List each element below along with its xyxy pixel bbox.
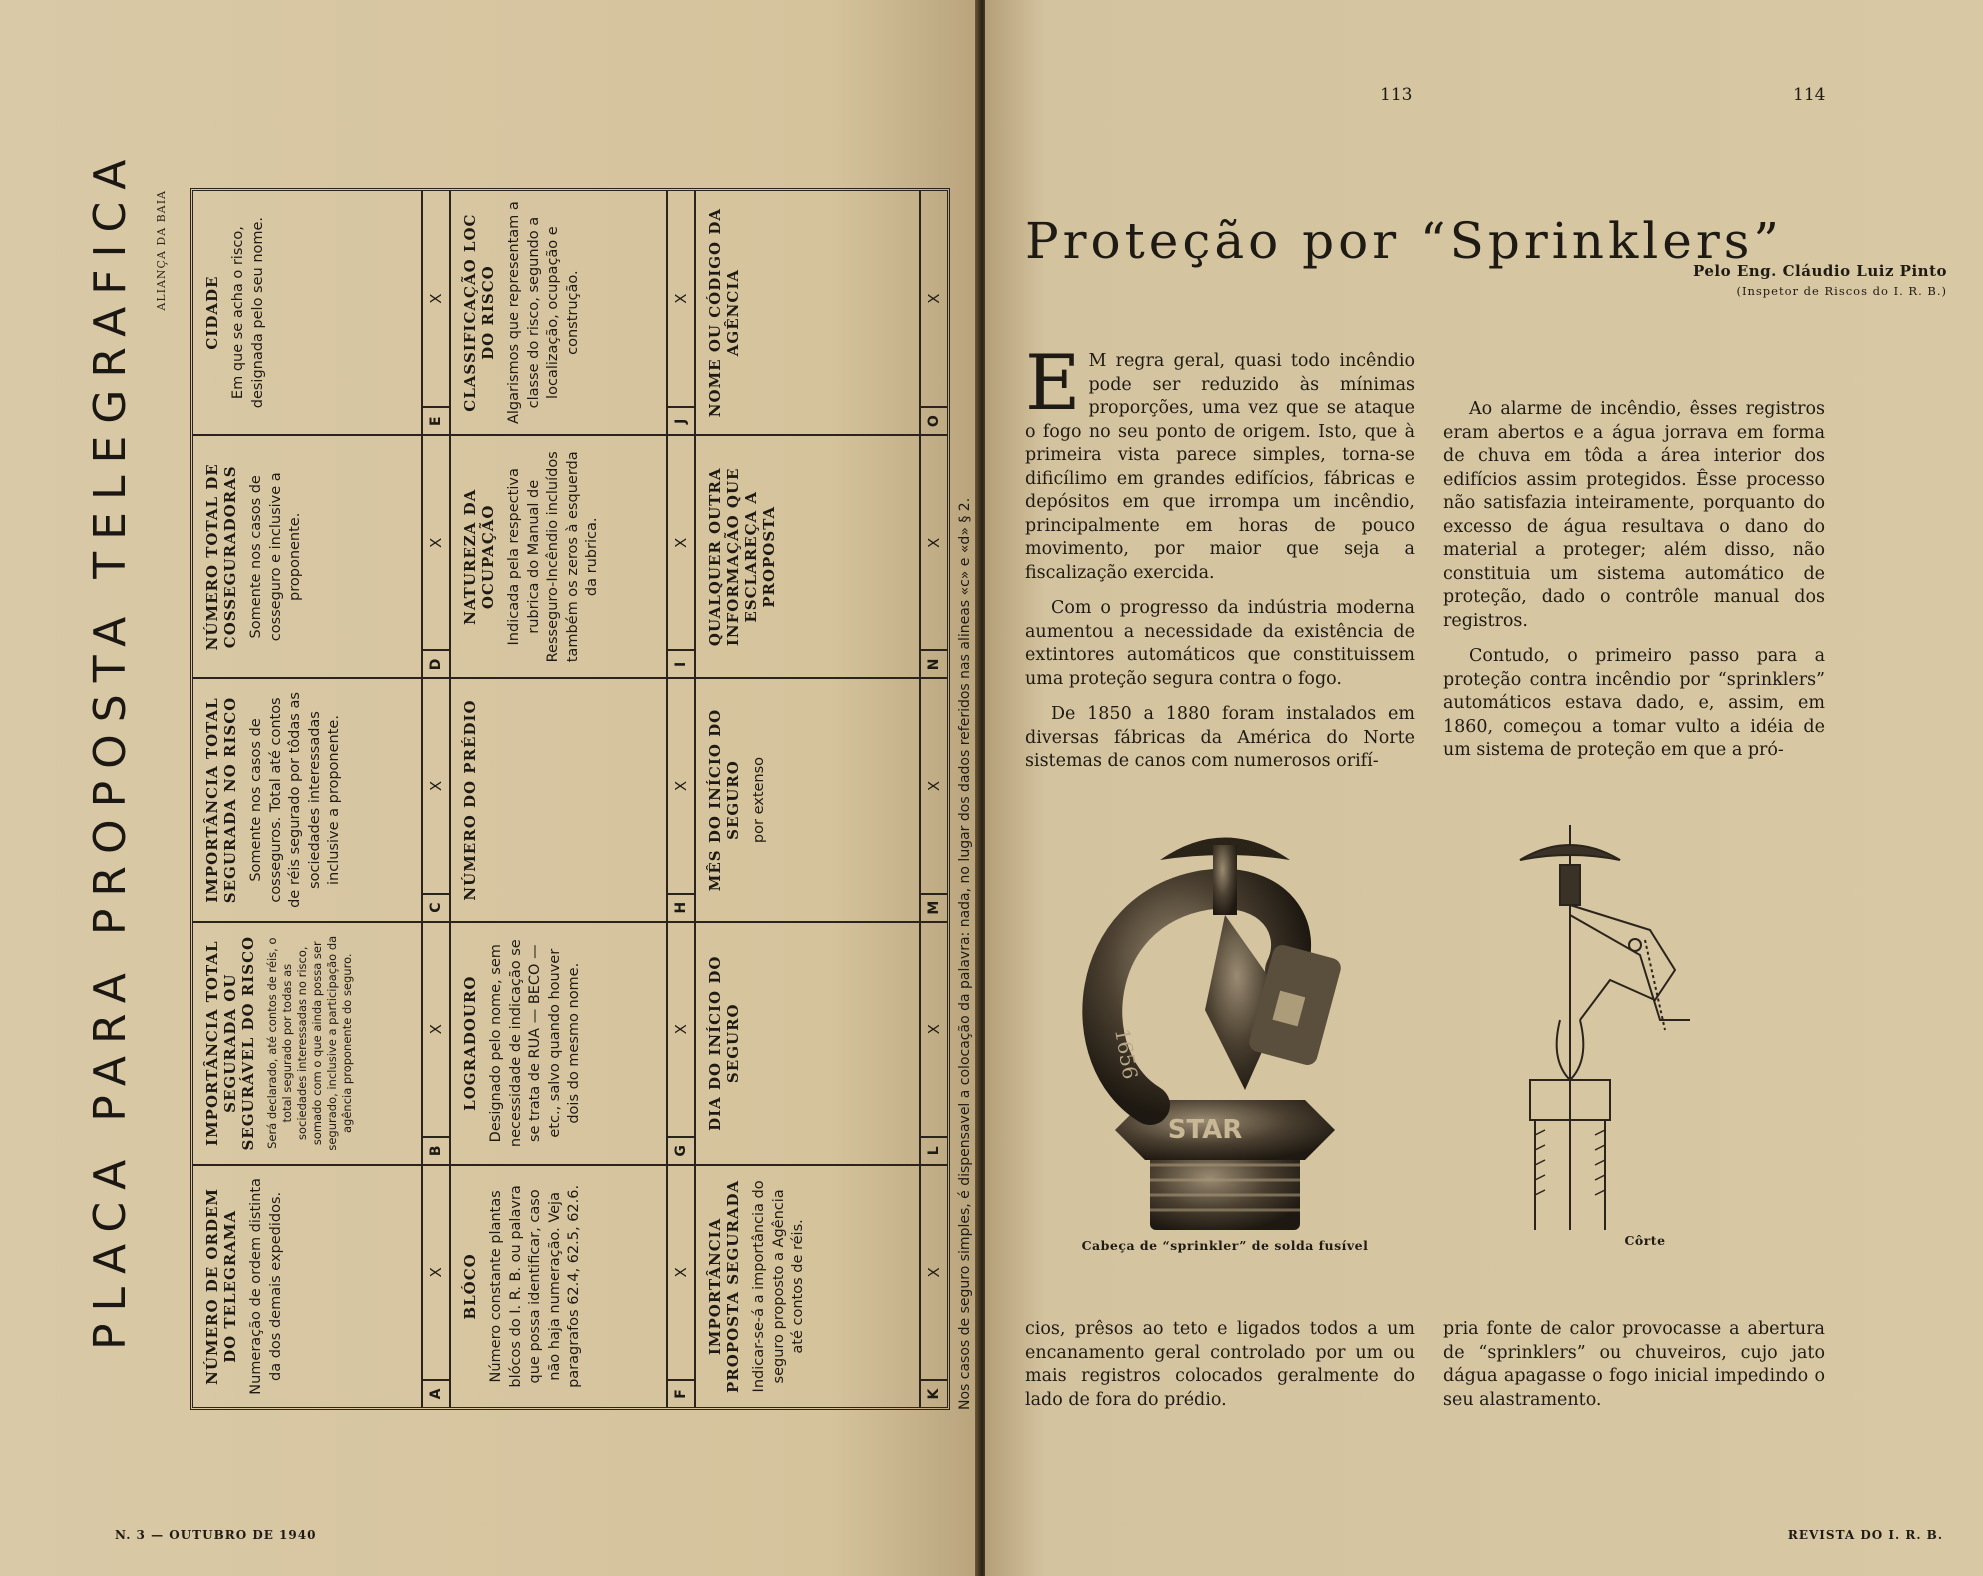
drop-cap: E (1025, 338, 1081, 427)
form-cell (451, 921, 694, 1164)
form-cell-heading: CIDADE (203, 275, 221, 350)
form-cell-text: Será declarado, até contos de réis, o total segurado por todas as sociedades interessadas no risco, somado com o que ainda possa ser segurado, inclusive a participação da agência proponente do seguro. (265, 935, 354, 1151)
form-cell-footer (919, 923, 947, 1164)
form-cell-footer (919, 1166, 947, 1407)
form-cell-letter: G (668, 1136, 694, 1164)
left-folio: N. 3 — OUTUBRO DE 1940 (115, 1528, 317, 1542)
left-page (0, 0, 978, 1576)
right-page (985, 0, 1983, 1576)
form-cell-text (750, 933, 919, 1154)
form-cell-letter: O (921, 406, 947, 434)
form-cell-footer (919, 679, 947, 920)
sprinkler-head-illustration (1055, 820, 1395, 1240)
form-cell (696, 921, 947, 1164)
form-cell (696, 677, 947, 920)
form-cell-text: Designado pelo nome, sem necessidade de indicação se se trata de RUA — BECO — etc., salvo quando houver dois do mesmo nome. (488, 939, 583, 1148)
paragraph: pria fonte de calor provocasse a abertura de “sprinklers” ou chuveiros, cujo jato dágua apagasse o fogo inicial impedindo o seu alastramento. (1443, 1319, 1825, 1410)
frame-number: 1656 (1110, 1026, 1143, 1082)
paragraph (1025, 338, 1415, 585)
form-cell-footer (666, 923, 694, 1164)
form-cell-letter: N (921, 649, 947, 677)
form-cell-text: Número constante plantas blócos do I. R. B. ou palavra que possa identificar, caso não haja numeração. Veja paragrafos 62.4, 62.5, 62.6. (488, 1184, 583, 1388)
form-cell-heading: DIA DO INÍCIO DO SEGURO (706, 955, 742, 1131)
form-cell-heading: CLASSIFICAÇÃO LOC DO RISCO (461, 213, 497, 412)
form-cell-heading: NOME OU CÓDIGO DA AGÊNCIA (706, 208, 742, 418)
form-cell-mark: X (427, 537, 445, 548)
form-cell-heading: BLÓCO (461, 1253, 479, 1320)
form-cell-mark: X (427, 293, 445, 304)
paragraph-text: M regra geral, quasi todo incêndio pode ser reduzido às mínimas proporções, uma vez que se ataque o fogo no seu ponto de origem. Isto, que à primeira vista parece simples, torna-se dificílimo em grandes edifícios, fábricas e depósitos em que irrompa um incêndio, principalmente em horas de pouco movimento, por maior que seja a fiscalização exercida. (1025, 351, 1415, 583)
form-cell-footer (666, 191, 694, 434)
form-cell-heading: LOGRADOURO (461, 975, 479, 1111)
form-cell (193, 677, 449, 920)
form-cell-text: Algarismos que representam a classe do risco, segundo a localização, ocupação e construção. (506, 201, 581, 425)
form-cell-mark: X (672, 537, 690, 548)
magazine-footer: REVISTA DO I. R. B. (1787, 1528, 1943, 1542)
form-cell-footer (666, 1166, 694, 1407)
figure-2-caption: Côrte (1624, 1233, 1666, 1248)
form-cell-mark: X (925, 1267, 943, 1278)
form-cell-letter: L (921, 1136, 947, 1164)
form-cell-letter: H (668, 893, 694, 921)
form-cell-footer (666, 436, 694, 677)
form-cell (451, 1164, 694, 1407)
form-cell-text (487, 689, 666, 910)
form-cell-mark: X (925, 1024, 943, 1035)
article-title: Proteção por “Sprinklers” (1025, 211, 1783, 270)
form-cell (451, 434, 694, 677)
form-cell (696, 191, 947, 434)
form-cell-footer (421, 923, 449, 1164)
article-column-3 (1025, 1318, 1415, 1424)
paragraph: cios, prêsos ao teto e ligados todos a um encanamento geral controlado por um ou mais registros colocados geralmente do lado de fora do prédio. (1025, 1319, 1415, 1410)
form-cell (193, 191, 449, 434)
form-cell-letter: M (921, 893, 947, 921)
form-cell-text: Em que se acha o risco, designada pelo seu nome. (230, 216, 266, 409)
figure-1-caption: Cabeça de “sprinkler” de solda fusível (1081, 1238, 1369, 1253)
form-cell-footer (421, 436, 449, 677)
form-cell-mark: X (925, 537, 943, 548)
form-row (193, 191, 451, 1407)
form-cell-letter: J (668, 406, 694, 434)
form-cell-heading: IMPORTÂNCIA PROPOSTA SEGURADA (706, 1179, 742, 1393)
form-subtitle: ALIANÇA DA BAIA (155, 190, 168, 311)
form-cell-heading: IMPORTÂNCIA TOTAL SEGURADA NO RISCO (203, 696, 239, 904)
form-cell (696, 1164, 947, 1407)
cross-section-drawing (1490, 820, 1790, 1240)
article-column-2 (1443, 398, 1825, 775)
page-number-113: 113 (1380, 85, 1413, 105)
form-cell-mark: X (925, 293, 943, 304)
page-number-114: 114 (1793, 85, 1826, 105)
form-cell-heading: QUALQUER OUTRA INFORMAÇÃO QUE ESCLAREÇA A PROPOSTA (706, 467, 778, 647)
form-cell-text (750, 201, 919, 424)
sprinkler-head-drawing (1055, 820, 1395, 1240)
article-column-1 (1025, 338, 1415, 786)
form-cell-text (786, 446, 919, 667)
form-cell-mark: X (427, 1024, 445, 1035)
form-cell-heading: IMPORTÂNCIA TOTAL SEGURADA OU SEGURÁVEL DO RISCO (203, 935, 257, 1151)
form-cell (696, 434, 947, 677)
author: Pelo Eng. Cláudio Luiz Pinto (1693, 262, 1947, 280)
form-cell-text: Indicada pela respectiva rubrica do Manual de Resseguro-Incêndio incluídos também os zeros à esquerda da rubrica. (506, 451, 601, 663)
form-cell-text: por extenso (751, 756, 767, 844)
form-title: PLACA PARA PROPOSTA TELEGRAFICA (85, 147, 136, 1350)
form-cell-heading: NÚMERO DO PRÉDIO (461, 699, 479, 901)
form-cell-mark: X (672, 1024, 690, 1035)
paragraph: Contudo, o primeiro passo para a proteção contra incêndio por “sprinklers” automáticos estava dado, e, assim, em 1860, começou a tomar vulto a idéia de um sistema de proteção em que a pró- (1443, 646, 1825, 760)
form-cell-letter: D (423, 649, 449, 677)
paragraph: Ao alarme de incêndio, êsses registros eram abertos e a água jorrava em forma de chuva em tôda a área interior dos edifícios assim protegidos. Êsse processo não satisfazia inteiramente, porquanto do excesso de água resultava o dano do material a proteger; além disso, não constituia um sistema automático de proteção, dado o contrôle manual dos registros. (1443, 399, 1825, 631)
form-cell-footer (666, 679, 694, 920)
form-cell-letter: A (423, 1379, 449, 1407)
form-cell-heading: NÚMERO TOTAL DE COSSEGURADORAS (203, 463, 239, 651)
form-cell-mark: X (925, 780, 943, 792)
form-cell-text: Somente nos casos de cosseguro e inclusive a proponente. (248, 472, 304, 642)
article-column-4 (1443, 1318, 1825, 1424)
form-cell-heading: NATUREZA DA OCUPAÇÃO (461, 488, 497, 625)
form-cell-footer (421, 1166, 449, 1407)
form-cell-footer (919, 191, 947, 434)
form-cell-text: Indicar-se-á a importância do seguro proposto a Agência até contos de réis. (751, 1180, 807, 1393)
form-footnote: Nos casos de seguro simples, é dispensavel a colocação da palavra: nada, no lugar dos dados referidos nas alineas «c» e «d» § 2. (957, 497, 973, 1410)
form-cell-text: Numeração de ordem distinta da dos demais expedidos. (248, 1178, 284, 1395)
telegraph-form-rotated (85, 147, 973, 1410)
paragraph: De 1850 a 1880 foram instalados em diversas fábricas da América do Norte sistemas de canos com numerosos orifí- (1025, 704, 1415, 771)
paragraph: Com o progresso da indústria moderna aumentou a necessidade da existência de extintores automáticos que constituissem uma proteção segura contra o fogo. (1025, 598, 1415, 689)
form-cell-letter: I (668, 649, 694, 677)
sprinkler-cross-section-illustration (1490, 820, 1790, 1240)
form-cell-mark: X (672, 780, 690, 792)
form-cell-letter: B (423, 1136, 449, 1164)
form-cell-mark: X (427, 1267, 445, 1278)
form-cell-text: Somente nos casos de cosseguros. Total até contos de réis segurado por tôdas as sociedades interessadas inclusive a proponente. (248, 692, 343, 908)
form-cell-mark: X (672, 293, 690, 304)
form-table (190, 188, 950, 1410)
form-cell (193, 921, 449, 1164)
author-role: (Inspetor de Riscos do I. R. B.) (1736, 284, 1947, 298)
star-label: STAR (1167, 1115, 1243, 1145)
byline (1693, 262, 1947, 298)
form-cell (193, 1164, 449, 1407)
form-cell-footer (421, 191, 449, 434)
form-cell-letter: F (668, 1379, 694, 1407)
form-cell-heading: MÊS DO INÍCIO DO SEGURO (706, 708, 742, 892)
form-cell-letter: C (423, 893, 449, 921)
form-cell (193, 434, 449, 677)
form-row (696, 191, 947, 1407)
form-row (451, 191, 696, 1407)
form-cell-mark: X (672, 1267, 690, 1278)
form-cell-letter: K (921, 1379, 947, 1407)
form-cell (451, 677, 694, 920)
form-cell-letter: E (423, 406, 449, 434)
form-cell-footer (421, 679, 449, 920)
form-cell-footer (919, 436, 947, 677)
form-cell (451, 191, 694, 434)
form-cell-mark: X (427, 780, 445, 792)
form-cell-heading: NÚMERO DE ORDEM DO TELEGRAMA (203, 1188, 239, 1385)
